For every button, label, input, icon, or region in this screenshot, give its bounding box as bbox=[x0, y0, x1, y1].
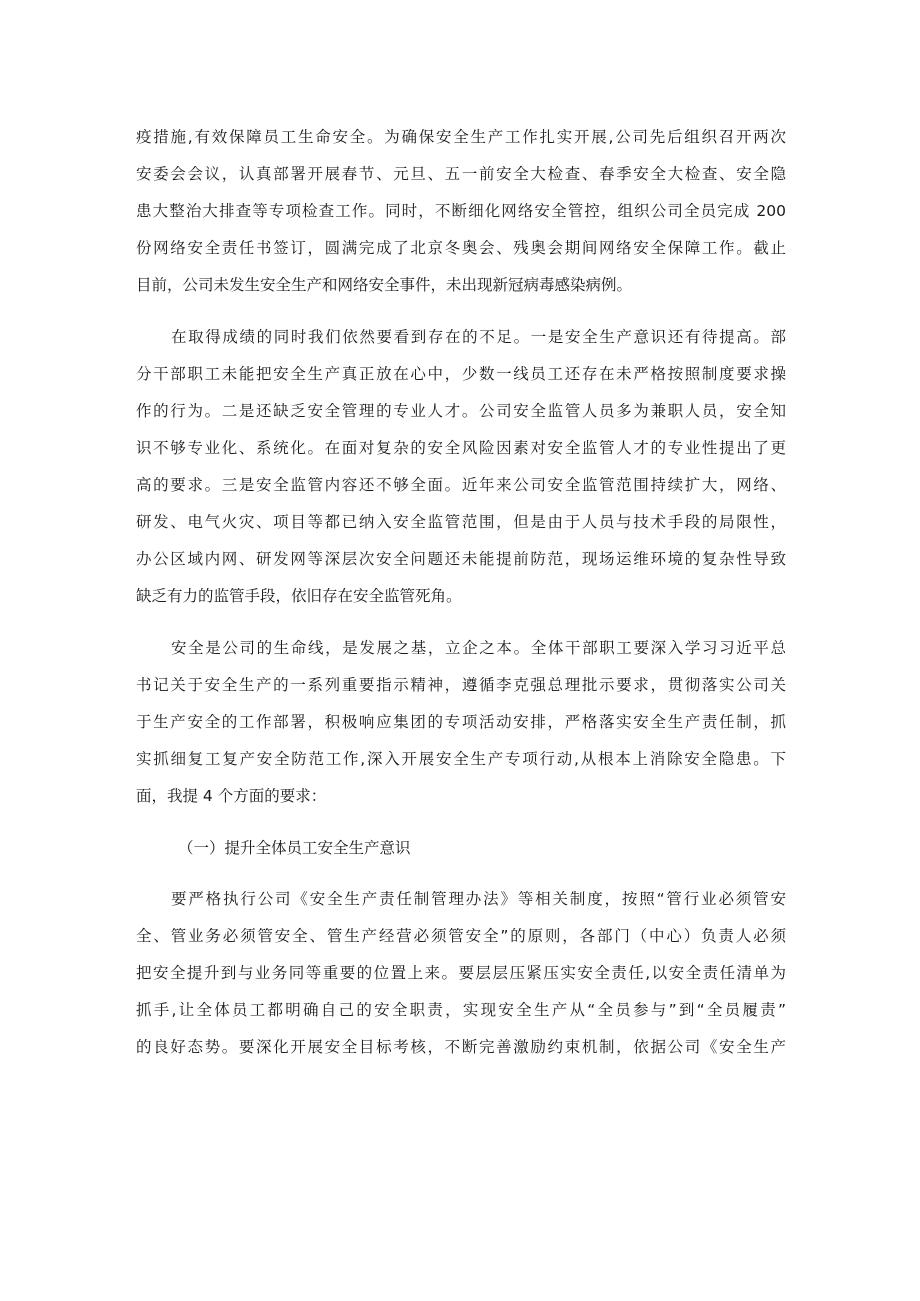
paragraph-line: 缺乏有力的监管手段，依旧存在安全监管死角。 bbox=[136, 587, 462, 605]
paragraph-line: 份网络安全责任书签订，圆满完成了北京冬奥会、残奥会期间网络安全保障工作。截止 bbox=[136, 239, 786, 257]
paragraph-line: 把安全提升到与业务同等重要的位置上来。要层层压紧压实安全责任,以安全责任清单为 bbox=[136, 964, 786, 982]
section-heading: （一）提升全体员工安全生产意识 bbox=[178, 839, 411, 857]
paragraph-line: 作的行为。二是还缺乏安全管理的专业人才。公司安全监管人员多为兼职人员，安全知 bbox=[136, 402, 786, 420]
paragraph-line: 实抓细复工复产安全防范工作,深入开展安全生产专项行动,从根本上消除安全隐患。下 bbox=[136, 750, 786, 768]
paragraph-line: 患大整治大排查等专项检查工作。同时，不断细化网络安全管控，组织公司全员完成 200 bbox=[136, 202, 786, 220]
paragraph-line: 安委会会议，认真部署开展春节、元旦、五一前安全大检查、春季安全大检查、安全隐 bbox=[136, 165, 786, 183]
paragraph-line: 分干部职工未能把安全生产真正放在心中，少数一线员工还存在未严格按照制度要求操 bbox=[136, 365, 786, 383]
paragraph-line: 研发、电气火灾、项目等都已纳入安全监管范围，但是由于人员与技术手段的局限性， bbox=[136, 513, 786, 531]
paragraph-line: 于生产安全的工作部署，积极响应集团的专项活动安排，严格落实安全生产责任制，抓 bbox=[136, 713, 786, 731]
paragraph-line: 高的要求。三是安全监管内容还不够全面。近年来公司安全监管范围持续扩大，网络、 bbox=[136, 476, 786, 494]
paragraph-line: 的良好态势。要深化开展安全目标考核，不断完善激励约束机制，依据公司《安全生产 bbox=[136, 1038, 786, 1056]
paragraph-line: 安全是公司的生命线，是发展之基，立企之本。全体干部职工要深入学习习近平总 bbox=[171, 639, 786, 657]
paragraph-line: 办公区域内网、研发网等深层次安全问题还未能提前防范，现场运维环境的复杂性导致 bbox=[136, 550, 786, 568]
paragraph-line: 全、管业务必须管安全、管生产经营必须管安全”的原则，各部门（中心）负责人必须 bbox=[136, 927, 786, 945]
paragraph-line: 抓手,让全体员工都明确自己的安全职责，实现安全生产从“全员参与”到“全员履责” bbox=[136, 1001, 786, 1019]
paragraph-line: 目前，公司未发生安全生产和网络安全事件，未出现新冠病毒感染病例。 bbox=[136, 276, 633, 294]
paragraph-line: 疫措施,有效保障员工生命安全。为确保安全生产工作扎实开展,公司先后组织召开两次 bbox=[136, 128, 786, 146]
paragraph-line: 面，我提 4 个方面的要求： bbox=[136, 787, 327, 805]
paragraph-line: 要严格执行公司《安全生产责任制管理办法》等相关制度，按照“管行业必须管安 bbox=[171, 890, 786, 908]
paragraph-line: 在取得成绩的同时我们依然要看到存在的不足。一是安全生产意识还有待提高。部 bbox=[171, 328, 786, 346]
paragraph-line: 识不够专业化、系统化。在面对复杂的安全风险因素对安全监管人才的专业性提出了更 bbox=[136, 439, 786, 457]
paragraph-line: 书记关于安全生产的一系列重要指示精神，遵循李克强总理批示要求，贯彻落实公司关 bbox=[136, 676, 786, 694]
